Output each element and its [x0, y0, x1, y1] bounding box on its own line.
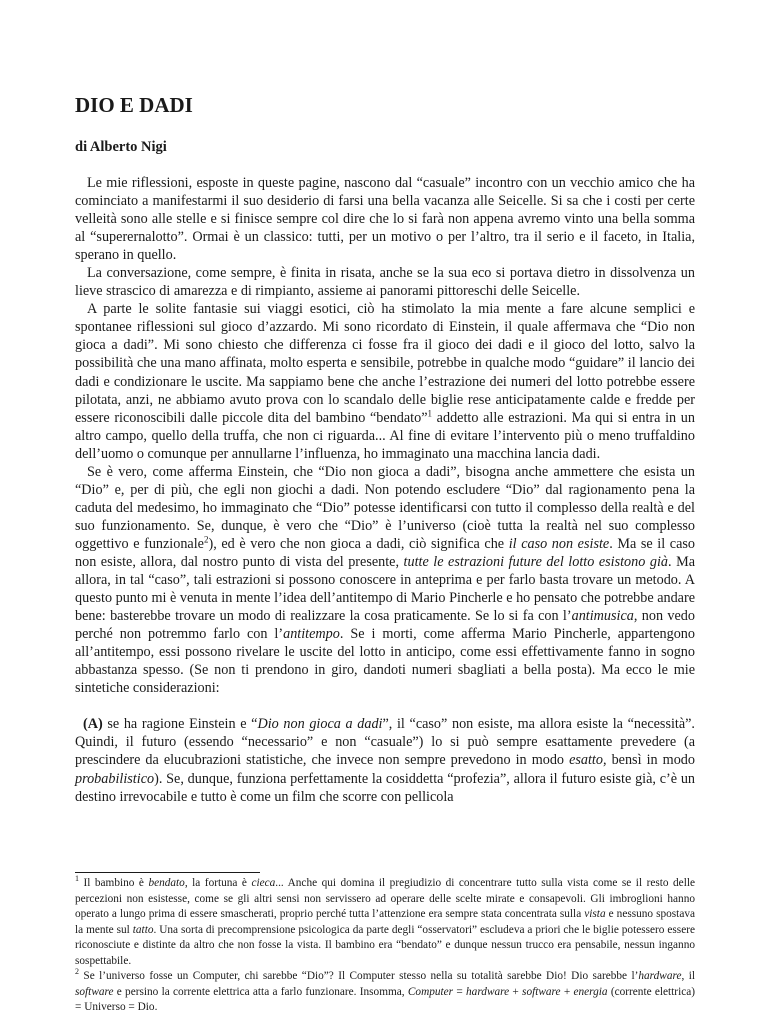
- footnote-1-text-d: e nessuno spostava la mente sul: [75, 908, 696, 936]
- footnote-2-number: 2: [75, 967, 79, 977]
- paragraph-4-italic-4: antitempo: [283, 626, 340, 643]
- paragraph-4-italic-1: il caso non esiste: [508, 535, 610, 552]
- footnote-2-text-g: (corrente elettrica) = Universo = Dio.: [75, 985, 695, 1013]
- paragraph-a-text-a: se ha ragione Einstein e “: [102, 716, 258, 733]
- footnote-2-italic-4: hardware: [466, 985, 510, 998]
- footnotes: [75, 876, 695, 1016]
- paragraph-a-text-b: ”, il “caso” non esiste, ma allora esiste la “necessità”. Quindi, il futuro (essendo “necessario” e non “casuale”) lo si può sempre esattamente prevedere (a prescindere da elucubrazioni statistiche, che invece non sempre prevedono in modo: [75, 716, 695, 769]
- footnote-ref-2[interactable]: 2: [203, 534, 209, 545]
- point-a-label: (A): [83, 716, 103, 733]
- footnote-2-text-b: , il: [681, 970, 695, 982]
- paragraph-4-italic-2: tutte le estrazioni future del lotto esistono già: [403, 553, 668, 570]
- paragraph-4-text-c: . Ma se il caso non esiste, allora, dal nostro punto di vista del presente,: [75, 535, 695, 570]
- paragraph-1: Le mie riflessioni, esposte in queste pagine, nascono dal “casuale” incontro con un vecchio amico che ha cominciato a manifestarmi il suo desiderio di farsi una bella vacanza alle Seicelle. Si sa che i costi per certe velleità sono alle stelle e si finisce sempre col dire che lo si farà non appena avremo vinto una bella somma al “superernalotto”. Ormai è un classico: tutti, per un motivo o per l’altro, tra il serio e il faceto, in Italia, sperano in quello.: [75, 175, 695, 264]
- footnote-1-text-e: . Una sorta di precomprensione psicologica da parte degli “osservatori” escludeva a priori che le biglie potessero essere riconosciute e distinte da altro che non fosse la vista. Il bambino era “bendato” e dunque nessun trucco era pensabile, nessun inganno sospettabile.: [75, 923, 695, 967]
- paragraph-a-italic-2: esatto: [569, 752, 603, 769]
- footnote-2-text-a: Se l’universo fosse un Computer, chi sarebbe “Dio”? Il Computer stesso nella su totalità sarebbe Dio! Dio sarebbe l’: [79, 970, 639, 982]
- footnote-1-italic-1: bendato: [148, 877, 185, 889]
- paragraph-3: [75, 300, 695, 462]
- footnote-2-italic-6: energia: [573, 985, 608, 998]
- footnote-1-text-b: , la fortuna è: [184, 877, 252, 889]
- footnote-1-italic-3: vista: [584, 908, 606, 920]
- paragraph-4: [75, 463, 695, 698]
- body-text: [75, 174, 695, 806]
- paragraph-3-text-a: A parte le solite fantasie sui viaggi esotici, ciò ha stimolato la mia mente a fare alcune semplici e spontanee riflessioni sul gioco d’azzardo. Mi sono ricordato di Einstein, il quale affermava che “Dio non gioca a dadi”. Mi sono chiesto che differenza ci fosse fra il gioco dei dadi e il gioco del lotto, salvo la possibilità che una mano affinata, molto esperta e sensibile, potrebbe in qualche modo “guidare” il lancio dei dadi e condizionare le uscite. Ma sappiamo bene che anche l’estrazione dei numeri del lotto potrebbe essere pilotata, anzi, ne abbiamo avuto prova con lo scandalo delle biglie rese anticipatamente calde e fredde per essere riconoscibili dalle piccole dita del bambino “bendato”: [75, 301, 695, 426]
- paragraph-a-italic-3: probabilistico: [75, 770, 155, 787]
- document-title: DIO E DADI: [75, 93, 193, 117]
- footnote-2-italic-2: software: [75, 985, 114, 998]
- paragraph-4-text-f: . Se i morti, come afferma Mario Pincherle, appartengono all’antitempo, essi possono rivelare le uscite del lotto in anticipo, come essi effettivamente fanno in sogno abbastanza spesso. (Se non ti prendono in giro, dandoti numeri sbagliati a bella posta). Ma ecco le mie sintetiche considerazioni:: [75, 626, 695, 697]
- footnote-1-italic-4: tatto: [132, 923, 154, 936]
- footnote-2-text-f: +: [560, 985, 574, 998]
- footnote-separator: [75, 872, 260, 873]
- paragraph-a-text-d: ). Se, dunque, funziona perfettamente la cosiddetta “profezia”, allora il futuro esiste già, c’è un destino irrevocabile e tutto è come un film che scorre con pellicola: [75, 770, 695, 805]
- footnote-1-number: 1: [75, 874, 79, 884]
- paragraph-a: [75, 715, 695, 805]
- footnote-2-italic-3: Computer: [407, 985, 454, 998]
- author-line: di Alberto Nigi: [75, 139, 167, 155]
- footnote-2: [75, 969, 695, 1016]
- footnote-ref-1[interactable]: 1: [427, 407, 433, 418]
- footnote-1-text-c: ... Anche qui domina il pregiudizio di concentrare tutto sulla vista come se il resto delle percezioni non esistesse, come se gli altri sensi non servissero ad operare delle scelte mirate e consapevoli. Gli imbroglioni hanno operato a lungo prima di essere smascherati, proprio perché tutta l’attenzione era sempre stata concentrata sulla: [75, 877, 695, 920]
- footnote-1: [75, 876, 695, 969]
- paragraph-4-text-d: . Ma allora, in tal “caso”, tali estrazioni si possono conoscere in anteprima e per farlo basta trovare un metodo. A questo punto mi è venuta in mente l’idea dell’antitempo di Mario Pincherle e ho pensato che potrebbe andare bene: basterebbe trovare un modo di realizzare la cosa praticamente. Se lo si fa con l’: [75, 553, 695, 625]
- paragraph-4-text-e: , non vedo perché non potremmo farlo con l’: [75, 608, 695, 643]
- footnote-1-text-a: Il bambino è: [79, 877, 149, 889]
- footnote-2-text-c: e persino la corrente elettrica atta a farlo funzionare. Insomma,: [113, 985, 408, 998]
- paragraph-a-text-c: , bensì in modo: [602, 752, 695, 769]
- paragraph-a-italic-1: Dio non gioca a dadi: [257, 716, 383, 733]
- footnote-2-italic-5: software: [522, 985, 561, 998]
- paragraph-2: La conversazione, come sempre, è finita in risata, anche se la sua eco si portava dietro in dissolvenza un lieve strascico di amarezza e di rimpianto, assieme ai panorami pittoreschi delle Seicelle.: [75, 265, 695, 300]
- paragraph-4-italic-3: antimusica: [571, 608, 634, 625]
- footnote-2-italic-1: hardware: [638, 970, 682, 982]
- paragraph-4-text-b: ), ed è vero che non gioca a dadi, ciò significa che: [208, 535, 509, 552]
- footnote-2-text-e: +: [509, 985, 523, 998]
- paragraph-3-text-b: addetto alle estrazioni. Ma qui si entra in un altro campo, quello della truffa, che non ci riguarda... Al fine di evitare l’intervento più o meno truffaldino dell’uomo o comunque per annullarne l’influenza, ho immaginato una macchina lancia dadi.: [75, 409, 695, 462]
- footnote-1-italic-2: cieca: [251, 877, 276, 889]
- paragraph-4-text-a: Se è vero, come afferma Einstein, che “Dio non gioca a dadi”, bisogna anche ammettere che esista un “Dio” e, per di più, che egli non giochi a dadi. Non potendo escludere “Dio” dal ragionamento pena la caduta del medesimo, ho immaginato che “Dio” potesse identificarsi con tutto il complesso della realtà e del suo funzionamento. Se, dunque, è vero che “Dio” è l’universo (cioè tutta la realtà nel suo complesso oggettivo e funzionale: [75, 463, 695, 552]
- footnote-2-text-d: =: [453, 985, 467, 998]
